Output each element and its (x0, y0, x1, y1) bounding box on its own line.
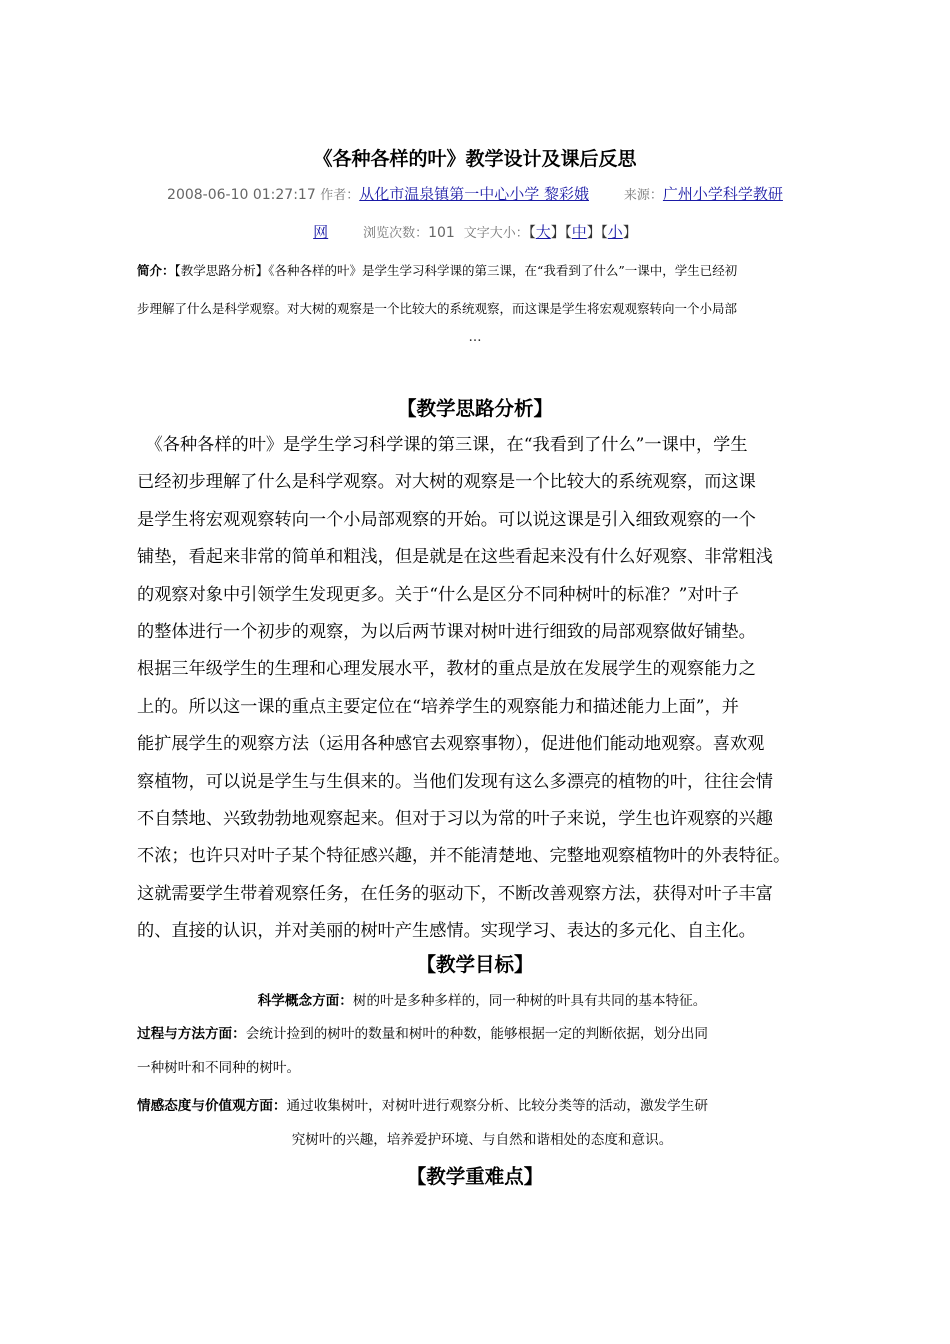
author-label: 作者： (320, 188, 360, 203)
font-small-link[interactable]: 小 (607, 223, 623, 241)
paragraph-line: 是学生将宏观观察转向一个小局部观察的开始。可以说这课是引入细致观察的一个 (137, 509, 756, 530)
font-large-link[interactable]: 大 (535, 223, 551, 241)
bracket-close: 】 (622, 225, 637, 241)
goal-emotion-values (137, 1089, 827, 1157)
paragraph-line: 的、直接的认识，并对美丽的树叶产生感情。实现学习、表达的多元化、自主化。 (137, 921, 756, 942)
font-medium-link[interactable]: 中 (571, 223, 587, 241)
views-count: 101 (428, 225, 455, 241)
goal-label: 科学概念方面： (257, 993, 353, 1009)
views-label: 浏览次数： (363, 226, 429, 241)
bracket-separator-1: 】【 (550, 225, 572, 241)
paragraph-line: 不浓；也许只对叶子某个特征感兴趣，并不能清楚地、完整地观察植物叶的外表特征。 (137, 846, 791, 867)
goal-text-continued: 究树叶的兴趣，培养爱护环境、与自然和谐相处的态度和意识。 (291, 1132, 673, 1148)
goal-label: 过程与方法方面： (137, 1026, 246, 1042)
summary-ellipsis: … (468, 330, 482, 345)
paragraph-line: 的观察对象中引领学生发现更多。关于“什么是区分不同种树叶的标准？”对叶子 (137, 584, 739, 605)
goal-text-continued: 一种树叶和不同种的树叶。 (137, 1060, 301, 1076)
goal-process-method (137, 1017, 827, 1085)
difficulty-heading: 【教学重难点】 (406, 1165, 544, 1188)
paragraph-line: 铺垫，看起来非常的简单和粗浅，但是就是在这些看起来没有什么好观察、非常粗浅 (137, 547, 773, 568)
summary-line-1: 【教学思路分析】《各种各样的叶》是学生学习科学课的第三课，在“我看到了什么”一课中，学生已经初 (174, 263, 738, 278)
goals-heading: 【教学目标】 (416, 953, 534, 976)
paragraph-line: 已经初步理解了什么是科学观察。对大树的观察是一个比较大的系统观察，而这课 (137, 472, 756, 493)
article-title: 《各种各样的叶》教学设计及课后反思 (313, 148, 637, 170)
paragraph-line: 上的。所以这一课的重点主要定位在“培养学生的观察能力和描述能力上面”，并 (137, 696, 739, 717)
analysis-heading: 【教学思路分析】 (396, 397, 553, 420)
article-summary (137, 252, 827, 328)
bracket-separator-2: 】【 (586, 225, 608, 241)
paragraph-line: 这就需要学生带着观察任务，在任务的驱动下，不断改善观察方法，获得对叶子丰富 (137, 883, 773, 904)
paragraph-line: 察植物，可以说是学生与生俱来的。当他们发现有这么多漂亮的植物的叶，往往会情 (137, 771, 773, 792)
bracket-open: 【 (528, 225, 536, 241)
goal-science-concept (137, 984, 827, 1018)
article-meta-line-2 (0, 221, 950, 245)
goal-text: 通过收集树叶，对树叶进行观察分析、比较分类等的活动，激发学生研 (286, 1098, 708, 1114)
publish-datetime: 2008-06-10 01:27:17 (167, 187, 316, 203)
goal-label: 情感态度与价值观方面： (137, 1098, 287, 1114)
font-size-label: 文字大小： (463, 226, 529, 241)
paragraph-line: 《各种各样的叶》是学生学习科学课的第三课，在“我看到了什么”一课中，学生 (137, 435, 748, 455)
paragraph-line: 能扩展学生的观察方法（运用各种感官去观察事物），促进他们能动地观察。喜欢观 (137, 734, 765, 755)
paragraph-line: 不自禁地、兴致勃勃地观察起来。但对于习以为常的叶子来说，学生也许观察的兴趣 (137, 809, 773, 830)
summary-label: 简介： (137, 263, 175, 278)
author-link[interactable]: 从化市温泉镇第一中心小学 黎彩娥 (359, 185, 589, 203)
paragraph-line: 根据三年级学生的生理和心理发展水平，教材的重点是放在发展学生的观察能力之 (137, 659, 756, 680)
goal-text: 树的叶是多种多样的，同一种树的叶具有共同的基本特征。 (352, 993, 707, 1009)
analysis-paragraph (137, 427, 827, 951)
source-label: 来源： (623, 188, 663, 203)
paragraph-line: 的整体进行一个初步的观察，为以后两节课对树叶进行细致的局部观察做好铺垫。 (137, 622, 756, 643)
summary-line-2: 步理解了什么是科学观察。对大树的观察是一个比较大的系统观察，而这课是学生将宏观观察转向一个小局部 (137, 301, 738, 316)
source-link-continued[interactable]: 网 (313, 223, 329, 241)
source-link[interactable]: 广州小学科学教研 (662, 185, 783, 203)
article-meta-line-1 (0, 183, 950, 207)
goal-text: 会统计捡到的树叶的数量和树叶的种数，能够根据一定的判断依据，划分出同 (245, 1026, 708, 1042)
